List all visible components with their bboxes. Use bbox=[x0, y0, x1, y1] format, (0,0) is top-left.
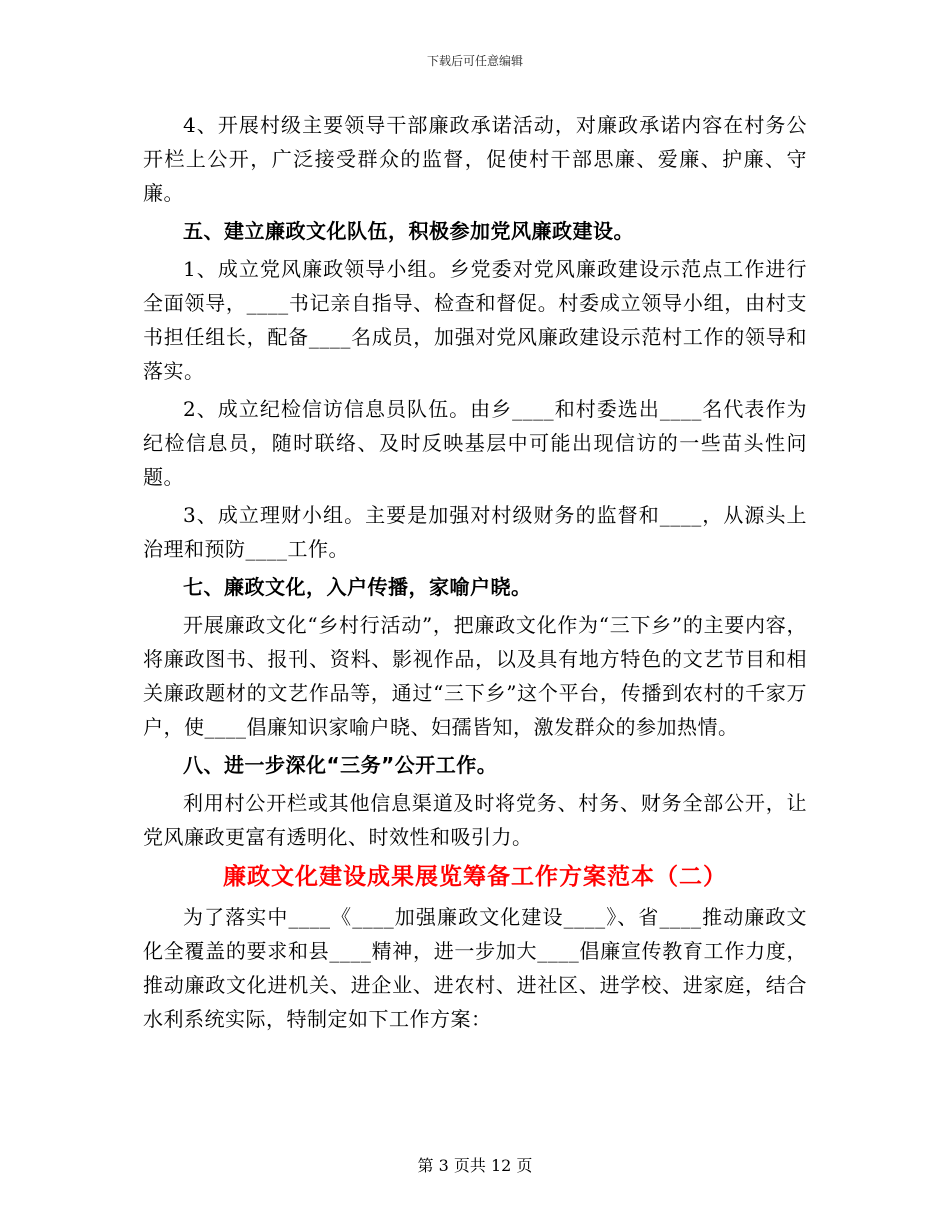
paragraph-intro-plan: 为了落实中____《____加强廉政文化建设____》、省____推动廉政文化全覆盖的要求和县____精神，进一步加大____倡廉宣传教育工作力度，推动廉政文化进机关、进企业、进农村、进社区、进学校、进家庭，结合水利系统实际，特制定如下工作方案： bbox=[143, 905, 807, 1031]
paragraph-disclosure: 利用村公开栏或其他信息渠道及时将党务、村务、财务全部公开，让党风廉政更富有透明化、时效性和吸引力。 bbox=[143, 791, 807, 849]
paragraph-finance-group: 3、成立理财小组。主要是加强对村级财务的监督和____，从源头上治理和预防____工作。 bbox=[143, 503, 807, 561]
document-body bbox=[143, 108, 807, 1040]
paragraph-4-commitment: 4、开展村级主要领导干部廉政承诺活动，对廉政承诺内容在村务公开栏上公开，广泛接受群众的监督，促使村干部思廉、爱廉、护廉、守廉。 bbox=[143, 113, 807, 205]
section-heading-8: 八、进一步深化“三务”公开工作。 bbox=[183, 753, 498, 777]
paragraph-leadership-group: 1、成立党风廉政领导小组。乡党委对党风廉政建设示范点工作进行全面领导，____书记亲自指导、检查和督促。村委成立领导小组，由村支书担任组长，配备____名成员，加强对党风廉政建设示范村工作的领导和落实。 bbox=[143, 257, 807, 383]
page-header: 下载后可任意编辑 bbox=[426, 54, 523, 68]
section-heading-7: 七、廉政文化，入户传播，家喻户晓。 bbox=[183, 575, 532, 599]
paragraph-inspection-team: 2、成立纪检信访信息员队伍。由乡____和村委选出____名代表作为纪检信息员，随时联络、及时反映基层中可能出现信访的一些苗头性问题。 bbox=[143, 397, 807, 489]
document-title-part-2: 廉政文化建设成果展览筹备工作方案范本（二） bbox=[223, 864, 727, 890]
page-number: 第 3 页共 12 页 bbox=[417, 1156, 533, 1175]
paragraph-culture-activity: 开展廉政文化“乡村行活动”，把廉政文化作为“三下乡”的主要内容，将廉政图书、报刊、资料、影视作品，以及具有地方特色的文艺节目和相关廉政题材的文艺作品等，通过“三下乡”这个平台，传播到农村的千家万户，使____倡廉知识家喻户晓、妇孺皆知，激发群众的参加热情。 bbox=[143, 613, 807, 739]
section-heading-5: 五、建立廉政文化队伍，积极参加党风廉政建设。 bbox=[183, 219, 634, 243]
